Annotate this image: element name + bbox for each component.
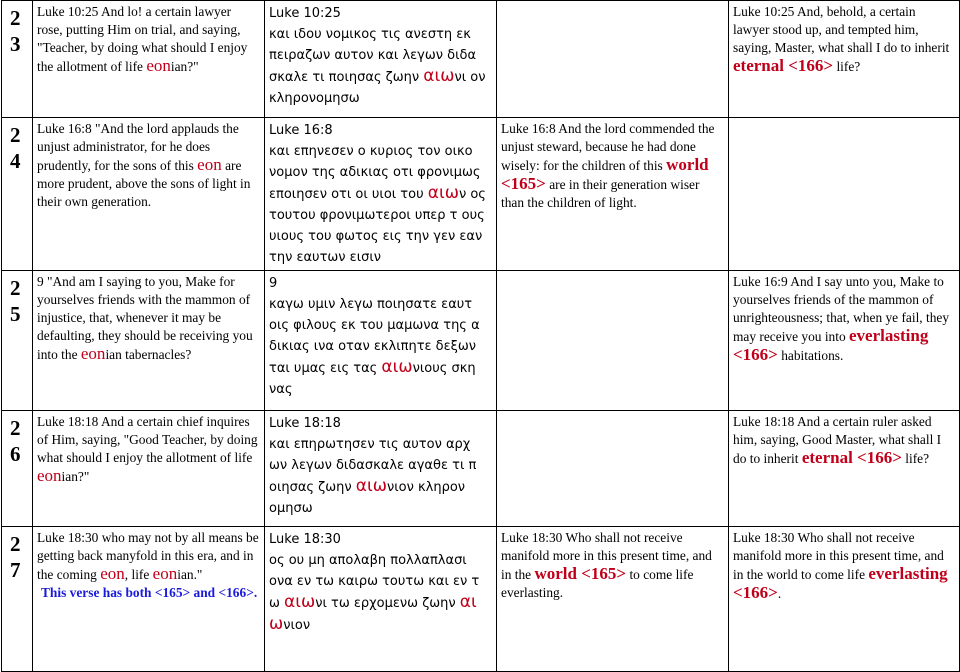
kjv-cell: Luke 18:30 Who shall not receive manifold more in this present time, and in the world to come life everlasting <166>. bbox=[729, 527, 960, 672]
keyword-eon: eon bbox=[197, 155, 222, 174]
table-row bbox=[2, 527, 960, 672]
keyword-eon: eon bbox=[100, 564, 125, 583]
strongs-highlight: everlasting <166> bbox=[733, 564, 948, 602]
keyword-eon: eon bbox=[37, 466, 62, 485]
literal-translation-cell: Luke 18:18 And a certain chief inquires of Him, saying, "Good Teacher, by doing what should I enjoy the allotment of life eonian?" bbox=[33, 411, 265, 527]
keyword-aio: αιω bbox=[423, 66, 455, 86]
keyword-aio: αιω bbox=[381, 357, 413, 377]
literal-translation-cell: 9 "And am I saying to you, Make for yourselves friends with the mammon of injustice, that, whenever it may be defaulting, they should be receiving you into the eonian tabernacles? bbox=[33, 271, 265, 411]
verse-note: This verse has both <165> and <166>. bbox=[41, 585, 258, 600]
kjv-cell: Luke 18:18 And a certain ruler asked him, saying, Good Master, what shall I do to inherit eternal <166> life? bbox=[729, 411, 960, 527]
table-row bbox=[2, 1, 960, 118]
strongs-highlight: everlasting <166> bbox=[733, 326, 929, 364]
row-number: 2 4 bbox=[2, 118, 33, 271]
keyword-aio: αιω bbox=[427, 183, 459, 203]
row-number: 2 6 bbox=[2, 411, 33, 527]
greek-text-cell: Luke 16:8 και επηνεσεν ο κυριος τον οικο νομον της αδικιας οτι φρονιμως εποιησεν οτι οι υιοι του αιων ος τουτου φρονιμωτεροι υπερ τ ους υιους του φωτος εις την γεν εαν την εαυτων εισιν bbox=[265, 118, 497, 271]
strongs-highlight: eternal <166> bbox=[801, 448, 902, 467]
alt-translation-cell bbox=[497, 411, 729, 527]
table-row bbox=[2, 411, 960, 527]
alt-translation-cell: Luke 18:30 Who shall not receive manifold more in this present time, and in the world <165> to come life everlasting. bbox=[497, 527, 729, 672]
literal-translation-cell: Luke 10:25 And lo! a certain lawyer rose, putting Him on trial, and saying, "Teacher, by doing what should I enjoy the allotment of life eonian?" bbox=[33, 1, 265, 118]
strongs-highlight: world <165> bbox=[501, 155, 709, 193]
strongs-highlight: eternal <166> bbox=[733, 56, 834, 75]
keyword-aio: αιω bbox=[355, 476, 387, 496]
greek-text-cell: 9 καγω υμιν λεγω ποιησατε εαυτ οις φιλους εκ του μαμωνα της α δικιας ινα οταν εκλιπητε δεξων ται υμας εις τας αιωνιους σκη νας bbox=[265, 271, 497, 411]
literal-translation-cell: Luke 18:30 who may not by all means be getting back manyfold in this era, and in the coming eon, life eonian." This verse has both <165> and <166>. bbox=[33, 527, 265, 672]
table-row bbox=[2, 271, 960, 411]
keyword-eon: eon bbox=[80, 344, 106, 363]
kjv-cell bbox=[729, 118, 960, 271]
table-row bbox=[2, 118, 960, 271]
alt-translation-cell bbox=[497, 271, 729, 411]
keyword-aio: αι ω bbox=[269, 592, 477, 634]
strongs-highlight: world <165> bbox=[534, 564, 627, 583]
row-number: 2 5 bbox=[2, 271, 33, 411]
greek-text-cell: Luke 10:25 και ιδου νομικος τις ανεστη εκ πειραζων αυτον και λεγων διδα σκαλε τι ποιησας ζωην αιωνι ον κληρονομησω bbox=[265, 1, 497, 118]
greek-text-cell: Luke 18:18 και επηρωτησεν τις αυτον αρχ ων λεγων διδασκαλε αγαθε τι π οιησας ζωην αιωνιον κληρον ομησω bbox=[265, 411, 497, 527]
row-number: 2 7 bbox=[2, 527, 33, 672]
kjv-cell: Luke 16:9 And I say unto you, Make to yourselves friends of the mammon of unrighteousness; that, when ye fail, they may receive you into everlasting <166> habitations. bbox=[729, 271, 960, 411]
greek-text-cell: Luke 18:30 ος ου μη απολαβη πολλαπλασι ονα εν τω καιρω τουτω και εν τ ω αιωνι τω ερχομενω ζωην αι ωνιον bbox=[265, 527, 497, 672]
kjv-cell: Luke 10:25 And, behold, a certain lawyer stood up, and tempted him, saying, Master, what shall I do to inherit eternal <166> life? bbox=[729, 1, 960, 118]
literal-translation-cell: Luke 16:8 "And the lord applauds the unjust administrator, for he does prudently, for the sons of this eon are more prudent, above the sons of light in their own generation. bbox=[33, 118, 265, 271]
comparison-table bbox=[1, 0, 960, 672]
keyword-eon: eon bbox=[146, 56, 171, 75]
alt-translation-cell bbox=[497, 1, 729, 118]
alt-translation-cell: Luke 16:8 And the lord commended the unjust steward, because he had done wisely: for the children of this world <165> are in their generation wiser than the children of light. bbox=[497, 118, 729, 271]
keyword-aio: αιω bbox=[284, 592, 316, 612]
keyword-eon: eon bbox=[152, 564, 178, 583]
row-number: 2 3 bbox=[2, 1, 33, 118]
